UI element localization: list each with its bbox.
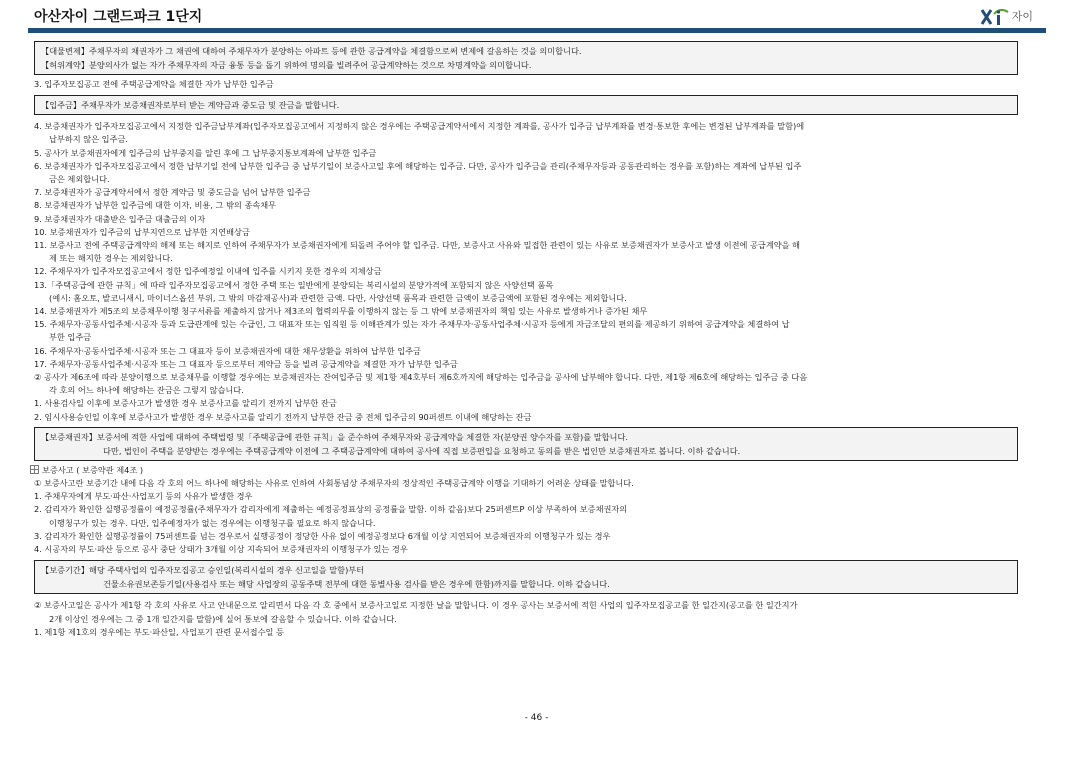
box-line: 【대물변제】주채무자의 채권자가 그 채권에 대하여 주채무자가 분양하는 아파트 등에 관한 공급계약을 체결함으로써 변제에 갈음하는 것을 의미합니다. — [41, 46, 582, 56]
paragraph-continued: 각 호의 어느 하나에 해당하는 잔금은 그렇지 않습니다. — [49, 385, 244, 396]
list-item-continued: (예시: 홈오토, 발코니새시, 마이너스옵션 부위, 그 밖의 마감재공사)과 관련한 금액. 다만, 사양선택 품목과 관련한 금액이 보증금액에 포함된 경우에는 제외합니다. — [49, 292, 627, 303]
list-item: 16. 주채무자·공동사업주체·시공자 또는 그 대표자 등이 보증채권자에 대한 채무상환을 위하여 납부한 입주금 — [34, 345, 421, 356]
list-item: 17. 주채무자·공동사업주체·시공자 또는 그 대표자 등으로부터 계약금 등을 빌려 공급계약을 체결한 자가 납부한 입주금 — [34, 358, 458, 369]
list-item-continued: 금은 제외합니다. — [49, 174, 110, 185]
definition-box-bojeung-chaegwonja — [34, 427, 1018, 461]
list-item: 15. 주채무자·공동사업주체·시공자 등과 도급관계에 있는 수급인, 그 대표자 또는 임직원 등 이해관계가 있는 자가 주채무자·공동사업주체·시공자 등에게 자금조달의 편의를 제공하기 위하여 공급계약을 체결하여 납 — [34, 319, 790, 330]
list-item: 2. 감리자가 확인한 실행공정률이 예정공정률(주채무자가 감리자에게 제출하는 예정공정표상의 공정률을 말함. 이하 같음)보다 25퍼센트P 이상 부족하여 보증채권자의 — [34, 504, 628, 515]
list-item: 6. 보증채권자가 입주자모집공고에서 정한 납부기일 전에 납부한 입주금 중 납부기일이 보증사고일 후에 해당하는 입주금. 다만, 공사가 입주금을 관리(주채무자등과 공동관리하는 경우를 포함)하는 계좌에 납부된 입주 — [34, 160, 802, 171]
list-item: 1. 제1항 제1호의 경우에는 부도·파산일, 사업포기 관련 문서접수일 등 — [34, 626, 284, 637]
list-item: 2. 임시사용승인일 이후에 보증사고가 발생한 경우 보증사고를 알리기 전까지 납부한 잔금 중 전체 입주금의 90퍼센트 이내에 해당하는 잔금 — [34, 411, 532, 422]
paragraph: ① 보증사고란 보증기간 내에 다음 각 호의 어느 하나에 해당하는 사유로 인하여 사회통념상 주채무자의 정상적인 주택공급계약 이행을 기대하기 어려운 상태를 말합니다. — [34, 478, 634, 489]
list-item: 3. 감리자가 확인한 실행공정률이 75퍼센트를 넘는 경우로서 실행공정이 정당한 사유 없이 예정공정보다 6개월 이상 지연되어 보증채권자의 이행청구가 있는 경우 — [34, 530, 611, 541]
paragraph: ② 보증사고일은 공사가 제1항 각 호의 사유로 사고 안내문으로 알리면서 다음 각 호 중에서 보증사고일로 지정한 날을 말합니다. 이 경우 공사는 보증서에 적힌 사업의 입주자모집공고를 한 일간지(공고를 한 일간지가 — [34, 600, 798, 611]
list-item-continued: 이행청구가 있는 경우. 다만, 입주예정자가 없는 경우에는 이행청구를 필요로 하지 않습니다. — [49, 517, 376, 528]
list-item: 3. 입주자모집공고 전에 주택공급계약을 체결한 자가 납부한 입주금 — [34, 79, 274, 89]
section-heading-text: 보증사고 ( 보증약관 제4조 ) — [42, 464, 144, 475]
box-line: 【보증기간】해당 주택사업의 입주자모집공고 승인일(복리시설의 경우 신고일을 말함)부터 — [41, 565, 365, 576]
list-item: 5. 공사가 보증채권자에게 입주금의 납부중지를 알린 후에 그 납부중지통보계좌에 납부한 입주금 — [34, 147, 377, 158]
list-item: 13.「주택공급에 관한 규칙」에 따라 입주자모집공고에서 정한 주택 또는 일반에게 분양되는 복리시설의 분양가격에 포함되지 않은 사양선택 품목 — [34, 279, 554, 290]
paragraph-continued: 2개 이상인 경우에는 그 중 1개 일간지를 말함)에 실어 통보에 갈음할 수 있습니다. 이하 같습니다. — [49, 613, 397, 624]
box-line: 다만, 법인이 주택을 분양받는 경우에는 주택공급계약 이전에 그 주택공급계약에 대하여 공사에 직접 보증편입을 요청하고 동의를 받은 법인만 보증채권자로 봅니다. 이하 같습니다. — [103, 445, 741, 456]
section-heading — [30, 464, 1042, 477]
list-item: 1. 주채무자에게 부도·파산·사업포기 등의 사유가 발생한 경우 — [34, 491, 253, 502]
paragraph: ② 공사가 제6조에 따라 분양이행으로 보증채무를 이행할 경우에는 보증채권자는 잔여입주금 및 제1항 제4호부터 제6호까지에 해당하는 입주금을 공사에 납부해야 합니다. 다만, 제1항 제6호에 해당하는 입주금 중 다음 — [34, 372, 808, 383]
list-item-continued: 납부하지 않은 입주금. — [49, 134, 128, 145]
list-item: 12. 주채무자가 입주자모집공고에서 정한 입주예정일 이내에 입주를 시키지 못한 경우의 지체상금 — [34, 266, 382, 277]
box-line: 【입주금】주채무자가 보증채권자로부터 받는 계약금과 중도금 및 잔금을 말합니다. — [41, 100, 340, 111]
box-line: 건물소유권보존등기일(사용검사 또는 해당 사업장의 공동주택 전부에 대한 동별사용 검사를 받은 경우에 한함)까지를 말합니다. 이하 같습니다. — [103, 579, 610, 590]
box-line: 【보증채권자】보증서에 적한 사업에 대하여 주택법령 및「주택공급에 관한 규칙」을 준수하여 주채무자와 공급계약을 체결한 자(분양권 양수자를 포함)를 말합니다. — [41, 431, 628, 442]
list-item: 14. 보증채권자가 제5조의 보증채무이행 청구서류를 제출하지 않거나 제3조의 협력의무를 이행하지 않는 등 그 밖에 보증채권자의 책임 있는 사유로 발생하거나 증가된 채무 — [34, 306, 648, 317]
list-item-continued: 제 또는 해지한 경우는 제외합니다. — [49, 253, 173, 264]
box-line: 【허위계약】분양의사가 없는 자가 주채무자의 자금 융통 등을 돕기 위하여 명의를 빌려주어 공급계약하는 것으로 차명계약을 의미합니다. — [41, 60, 532, 70]
definition-box-ipjugeum — [34, 95, 1018, 115]
list-item: 11. 보증사고 전에 주택공급계약의 해제 또는 해지로 인하여 주채무자가 보증채권자에게 되돌려 주어야 할 입주금. 다만, 보증사고 사유와 밀접한 관련이 있는 사유로 보증채권자가 보증사고 발생 이전에 공급계약을 해 — [34, 240, 801, 251]
list-item: 1. 사용검사일 이후에 보증사고가 발생한 경우 보증사고를 알리기 전까지 납부한 잔금 — [34, 398, 337, 409]
xi-logo-icon — [980, 6, 1010, 28]
page-number: - 46 - — [524, 713, 549, 723]
list-item: 4. 시공자의 부도·파산 등으로 공사 중단 상태가 3개월 이상 지속되어 보증채권자의 이행청구가 있는 경우 — [34, 544, 408, 555]
page-header — [0, 0, 1073, 32]
header-rule — [28, 28, 1046, 33]
list-item: 10. 보증채권자가 입주금의 납부지연으로 납부한 지연배상금 — [34, 226, 250, 237]
brand-logo — [980, 2, 1033, 28]
logo-text: 자이 — [1011, 10, 1033, 23]
document-body — [30, 40, 1042, 639]
page-title: 아산자이 그랜드파크 1단지 — [34, 9, 203, 25]
grid-icon — [30, 465, 39, 474]
definition-box-daemul — [34, 41, 1018, 75]
list-item: 7. 보증채권자가 공급계약서에서 정한 계약금 및 중도금을 넘어 납부한 입주금 — [34, 187, 311, 198]
list-item: 9. 보증채권자가 대출받은 입주금 대출금의 이자 — [34, 213, 206, 224]
list-item: 4. 보증채권자가 입주자모집공고에서 지정한 입주금납부계좌(입주자모집공고에서 지정하지 않은 경우에는 주택공급계약서에서 지정한 계좌를, 공사가 입주금 납부계좌를 변경·통보한 후에는 변경된 납부계좌를 말함)에 — [34, 121, 805, 132]
definition-box-bojeung-gigan — [34, 560, 1018, 594]
list-item: 8. 보증채권자가 납부한 입주금에 대한 이자, 비용, 그 밖의 종속채무 — [34, 200, 277, 211]
list-item-continued: 부한 입주금 — [49, 332, 92, 343]
